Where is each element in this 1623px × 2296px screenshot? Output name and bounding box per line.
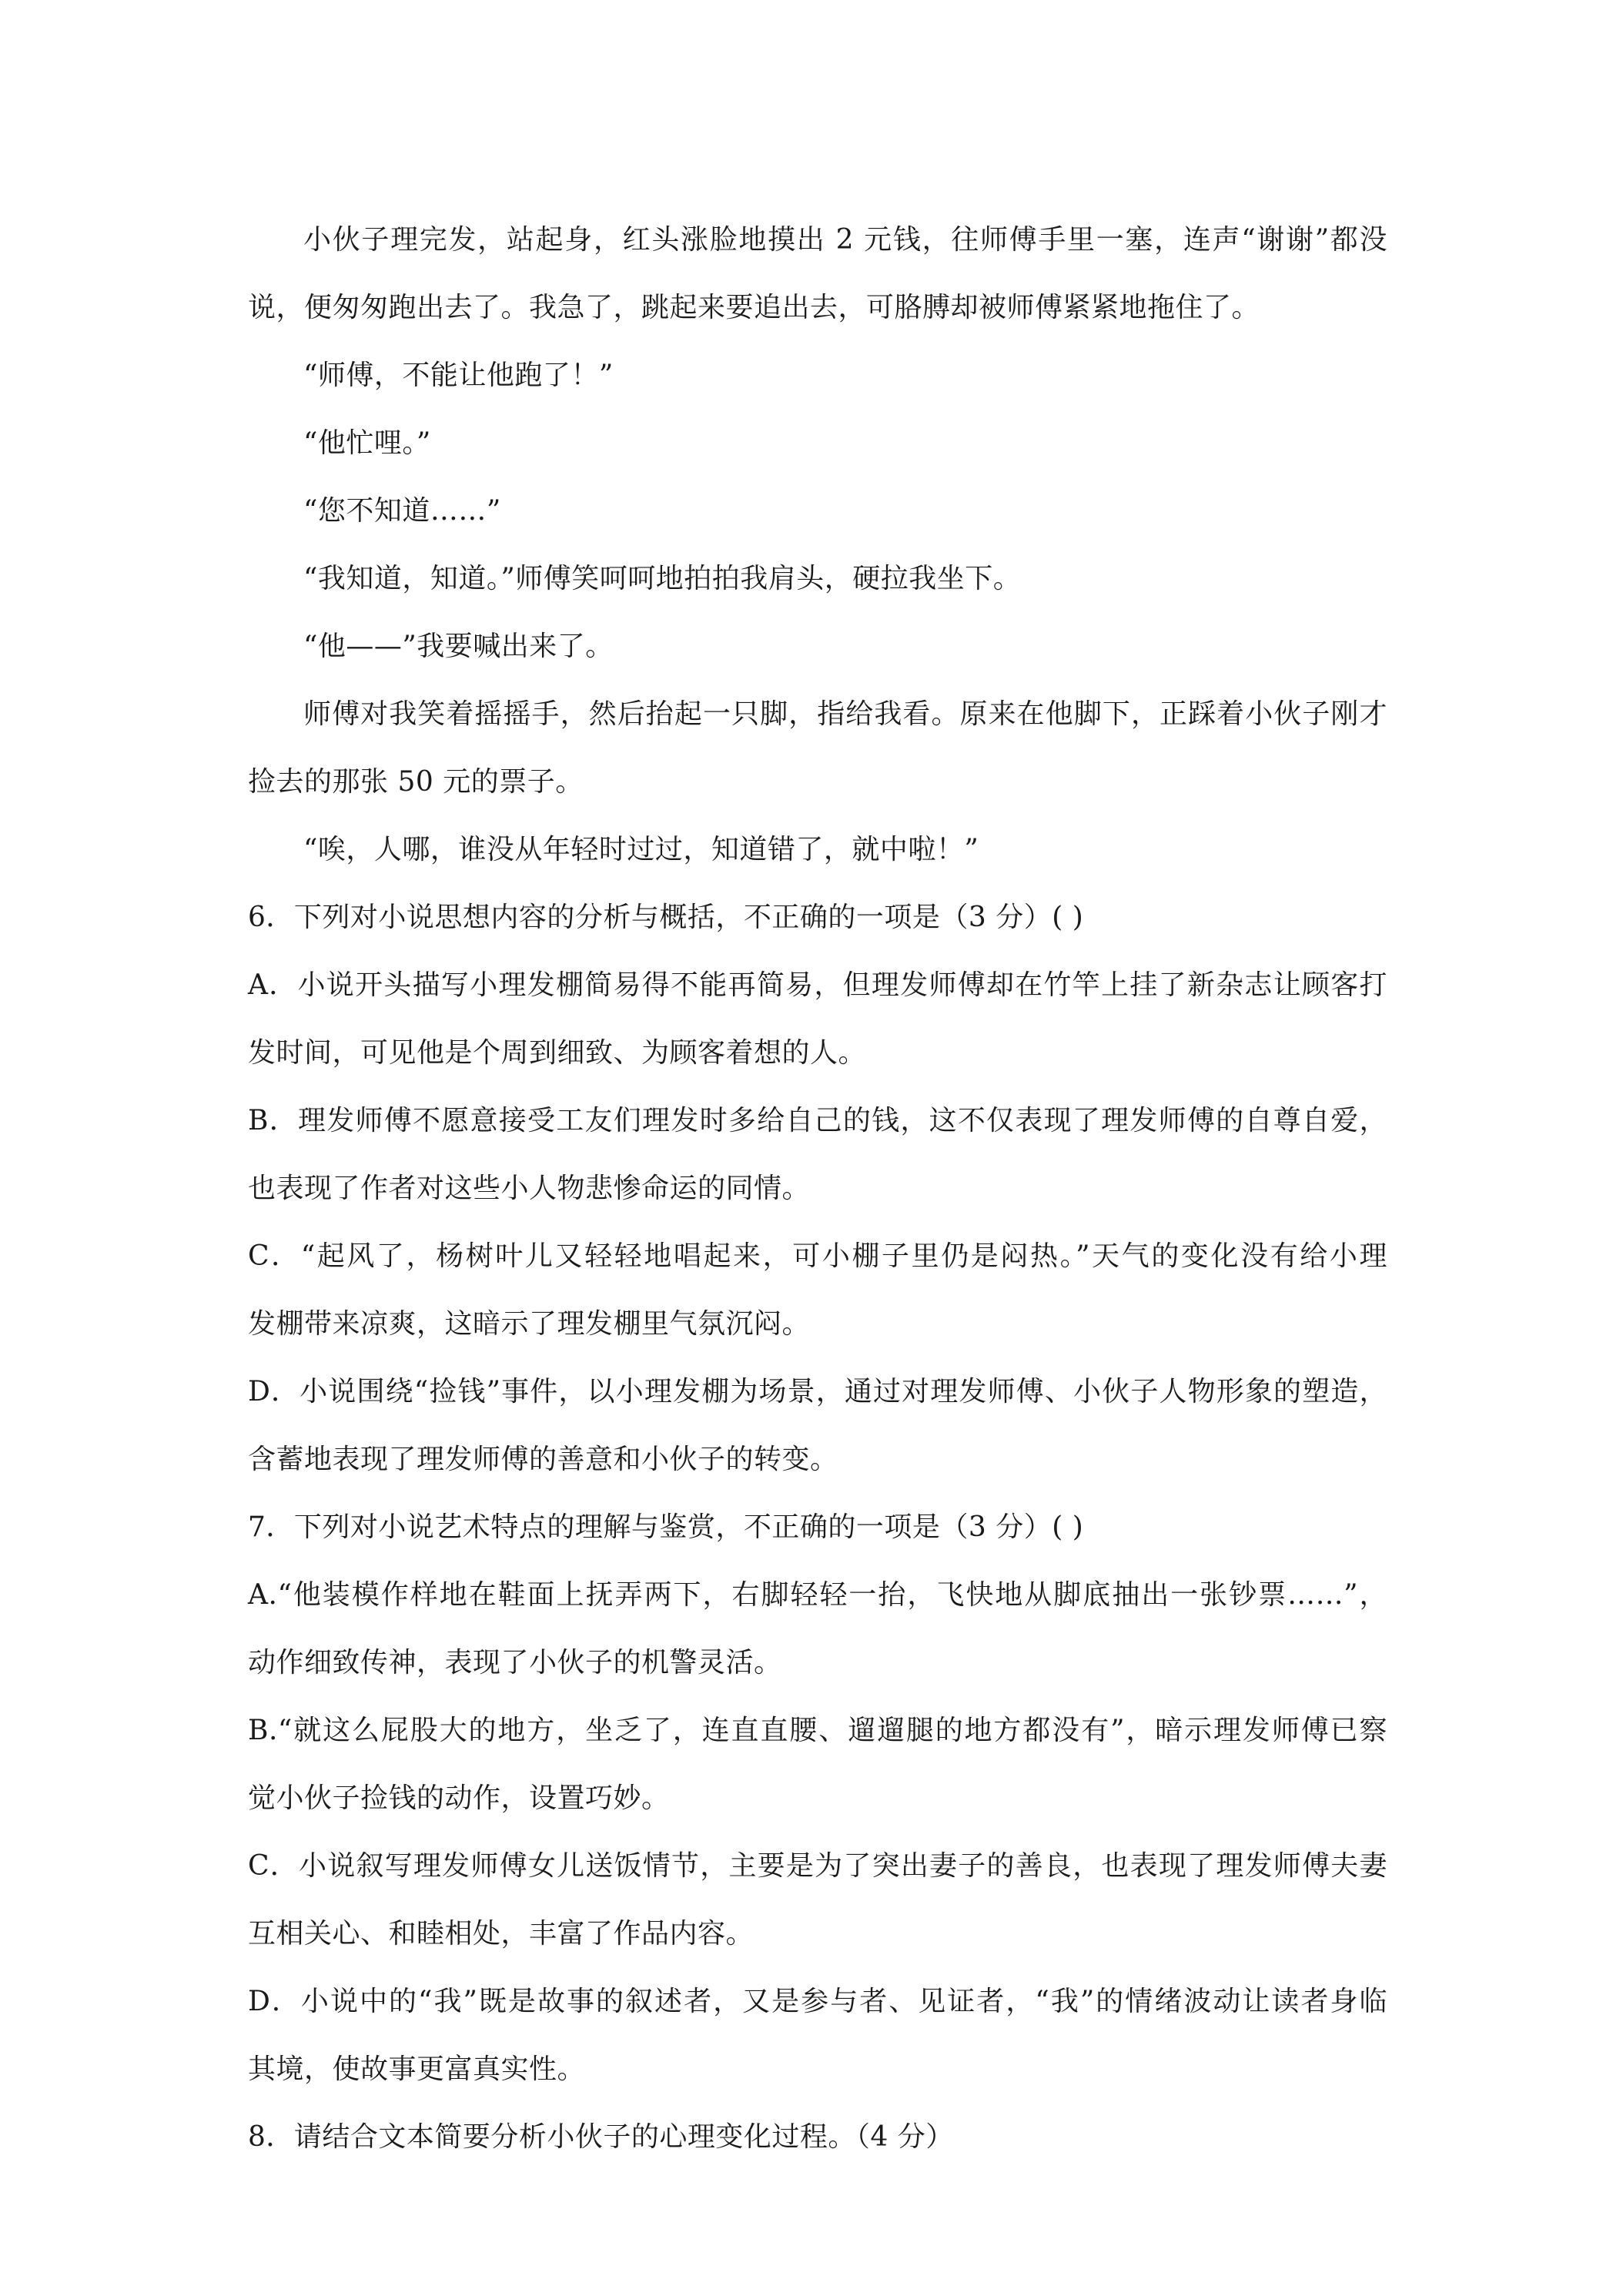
option-b-line: B.“就这么屁股大的地方，坐乏了，连直直腰、遛遛腿的地方都没有”，暗示理发师傅已察 (248, 1715, 1387, 1746)
option-b-line: 觉小伙子捡钱的动作，设置巧妙。 (248, 1782, 670, 1814)
story-line: “唉，人哪，谁没从年轻时过过，知道错了，就中啦！” (303, 834, 979, 865)
option-d-line: D．小说中的“我”既是故事的叙述者，又是参与者、见证者，“我”的情绪波动让读者身临 (248, 1986, 1387, 2017)
story-excerpt (248, 206, 1387, 884)
option-d-line: 含蓄地表现了理发师傅的善意和小伙子的转变。 (248, 1444, 838, 1475)
option-b-line: B．理发师傅不愿意接受工友们理发时多给自己的钱，这不仅表现了理发师傅的自尊自爱， (248, 1105, 1387, 1136)
story-line: 小伙子理完发，站起身，红头涨脸地摸出 2 元钱，往师傅手里一塞，连声“谢谢”都没 (303, 224, 1387, 256)
exam-page (248, 206, 1387, 2171)
story-line: “他——”我要喊出来了。 (303, 631, 614, 662)
question-6-stem: 6．下列对小说思想内容的分析与概括，不正确的一项是（3 分）( ) (248, 902, 1084, 933)
question-6 (248, 884, 1387, 1494)
option-b-line: 也表现了作者对这些小人物悲惨命运的同情。 (248, 1173, 811, 1204)
option-d-line: D．小说围绕“捡钱”事件，以小理发棚为场景，通过对理发师傅、小伙子人物形象的塑造， (248, 1376, 1387, 1407)
option-c-line: C．“起风了，杨树叶儿又轻轻地唱起来，可小棚子里仍是闷热。”天气的变化没有给小理 (248, 1240, 1387, 1272)
option-c-line: 发棚带来凉爽，这暗示了理发棚里气氛沉闷。 (248, 1308, 811, 1340)
story-line: 师傅对我笑着摇摇手，然后抬起一只脚，指给我看。原来在他脚下，正踩着小伙子刚才 (303, 698, 1387, 730)
story-line: “您不知道……” (303, 495, 501, 527)
option-a-line: A．小说开头描写小理发棚简易得不能再简易，但理发师傅却在竹竿上挂了新杂志让顾客打 (248, 969, 1387, 1001)
option-a-line: 发时间，可见他是个周到细致、为顾客着想的人。 (248, 1037, 867, 1069)
question-8-stem: 8．请结合文本简要分析小伙子的心理变化过程。（4 分） (248, 2121, 954, 2153)
story-line: 捡去的那张 50 元的票子。 (248, 766, 584, 798)
option-d-line: 其境，使故事更富真实性。 (248, 2053, 586, 2085)
question-7-stem: 7．下列对小说艺术特点的理解与鉴赏，不正确的一项是（3 分）( ) (248, 1511, 1084, 1543)
option-a-line: A.“他装模作样地在鞋面上抚弄两下，右脚轻轻一抬，飞快地从脚底抽出一张钞票……”， (248, 1579, 1387, 1611)
option-a-line: 动作细致传神，表现了小伙子的机警灵活。 (248, 1647, 782, 1678)
story-line: 说，便匆匆跑出去了。我急了，跳起来要追出去，可胳膊却被师傅紧紧地拖住了。 (248, 292, 1260, 323)
option-c-line: 互相关心、和睦相处，丰富了作品内容。 (248, 1918, 755, 1950)
story-line: “他忙哩。” (303, 427, 431, 459)
question-8 (248, 2104, 1387, 2171)
story-line: “我知道，知道。”师傅笑呵呵地拍拍我肩头，硬拉我坐下。 (303, 563, 1022, 594)
option-c-line: C．小说叙写理发师傅女儿送饭情节，主要是为了突出妻子的善良，也表现了理发师傅夫妻 (248, 1850, 1387, 1882)
question-7 (248, 1494, 1387, 2104)
story-line: “师傅，不能让他跑了！” (303, 360, 614, 391)
